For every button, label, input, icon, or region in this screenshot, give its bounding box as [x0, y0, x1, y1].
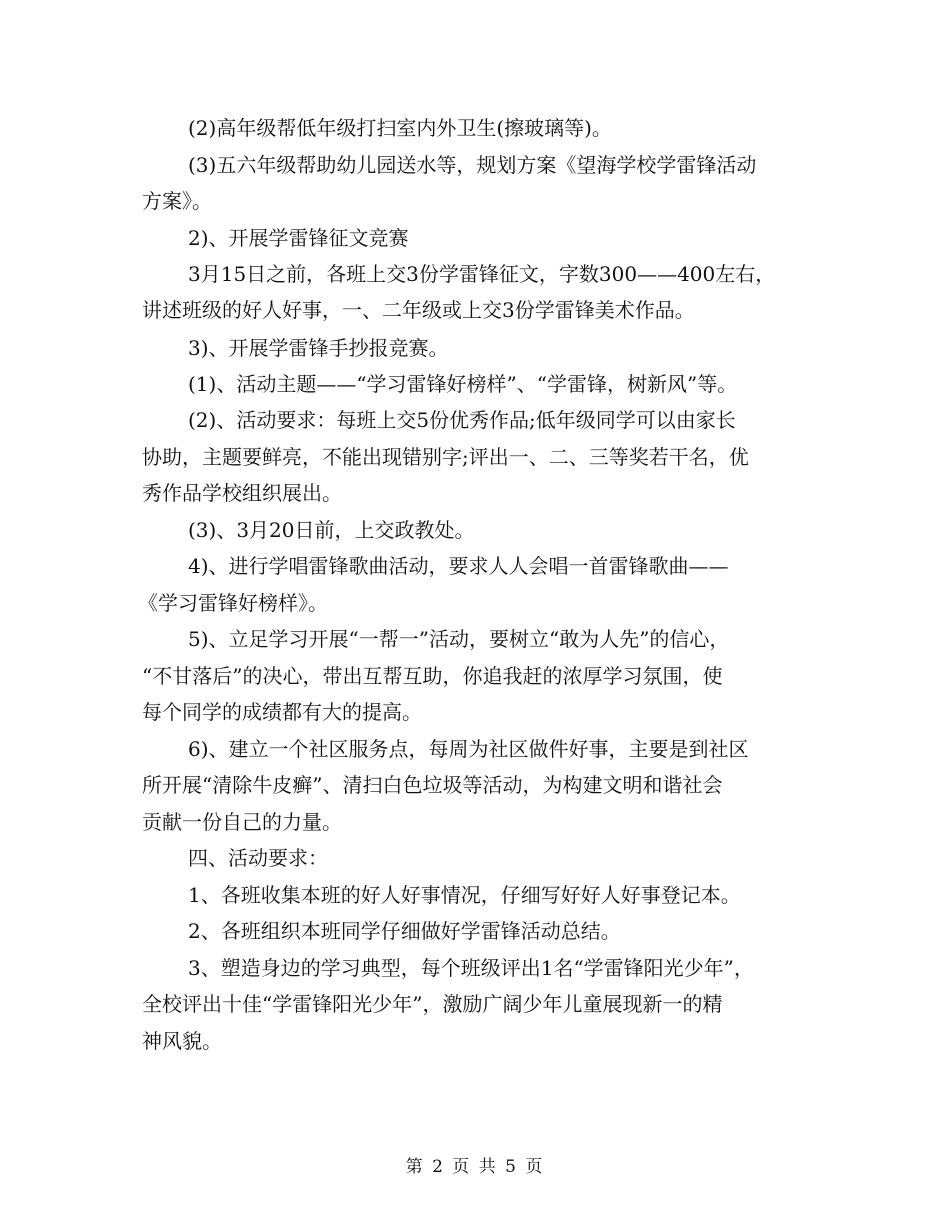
paragraph-line: 协助，主题要鲜亮，不能出现错别字;评出一、二、三等奖若干名，优	[142, 445, 749, 469]
paragraph-line: 《学习雷锋好榜样》。	[138, 591, 328, 615]
paragraph-line: 2)、开展学雷锋征文竞赛	[188, 226, 409, 250]
paragraph-line: 方案》。	[142, 189, 212, 213]
paragraph-line: 1、各班收集本班的好人好事情况，仔细写好好人好事登记本。	[188, 883, 741, 907]
paragraph-line: 5)、立足学习开展“一帮一”活动，要树立“敢为人先”的信心，	[188, 627, 730, 651]
paragraph-line: 神风貌。	[142, 1029, 222, 1053]
section-heading: 四、活动要求：	[188, 846, 328, 870]
paragraph-line: 3月15日之前，各班上交3份学雷锋征文，字数300——400左右，	[188, 262, 776, 286]
page-number-footer: 第 2 页 共 5 页	[405, 1157, 545, 1177]
paragraph-line: 讲述班级的好人好事，一、二年级或上交3份学雷锋美术作品。	[142, 298, 695, 322]
paragraph-line: 2、各班组织本班同学仔细做好学雷锋活动总结。	[188, 919, 621, 943]
paragraph-line: 4)、进行学唱雷锋歌曲活动，要求人人会唱一首雷锋歌曲——	[188, 554, 729, 578]
paragraph-line: 秀作品学校组织展出。	[142, 481, 342, 505]
paragraph-line: (3)五六年级帮助幼儿园送水等，规划方案《望海学校学雷锋活动	[188, 153, 757, 177]
paragraph-line: (2)高年级帮低年级打扫室内外卫生(擦玻璃等)。	[188, 116, 612, 140]
paragraph-line: (2)、活动要求：每班上交5份优秀作品;低年级同学可以由家长	[188, 408, 736, 432]
paragraph-line: 每个同学的成绩都有大的提高。	[142, 700, 422, 724]
paragraph-line: 6)、建立一个社区服务点，每周为社区做件好事，主要是到社区	[188, 737, 749, 761]
paragraph-line: (1)、活动主题——“学习雷锋好榜样”、“学雷锋，树新风”等。	[188, 372, 738, 396]
paragraph-line: 3、塑造身边的学习典型，每个班级评出1名“学雷锋阳光少年”，	[188, 956, 754, 980]
paragraph-line: 全校评出十佳“学雷锋阳光少年”，激励广阔少年儿童展现新一的精	[142, 992, 723, 1016]
paragraph-line: “不甘落后”的决心，带出互帮互助，你追我赶的浓厚学习氛围，使	[142, 664, 723, 688]
paragraph-line: 所开展“清除牛皮癣”、清扫白色垃圾等活动，为构建文明和谐社会	[142, 773, 723, 797]
paragraph-line: 3)、开展学雷锋手抄报竞赛。	[188, 336, 449, 360]
paragraph-line: (3)、3月20日前，上交政教处。	[188, 518, 475, 542]
paragraph-line: 贡献一份自己的力量。	[142, 810, 342, 834]
